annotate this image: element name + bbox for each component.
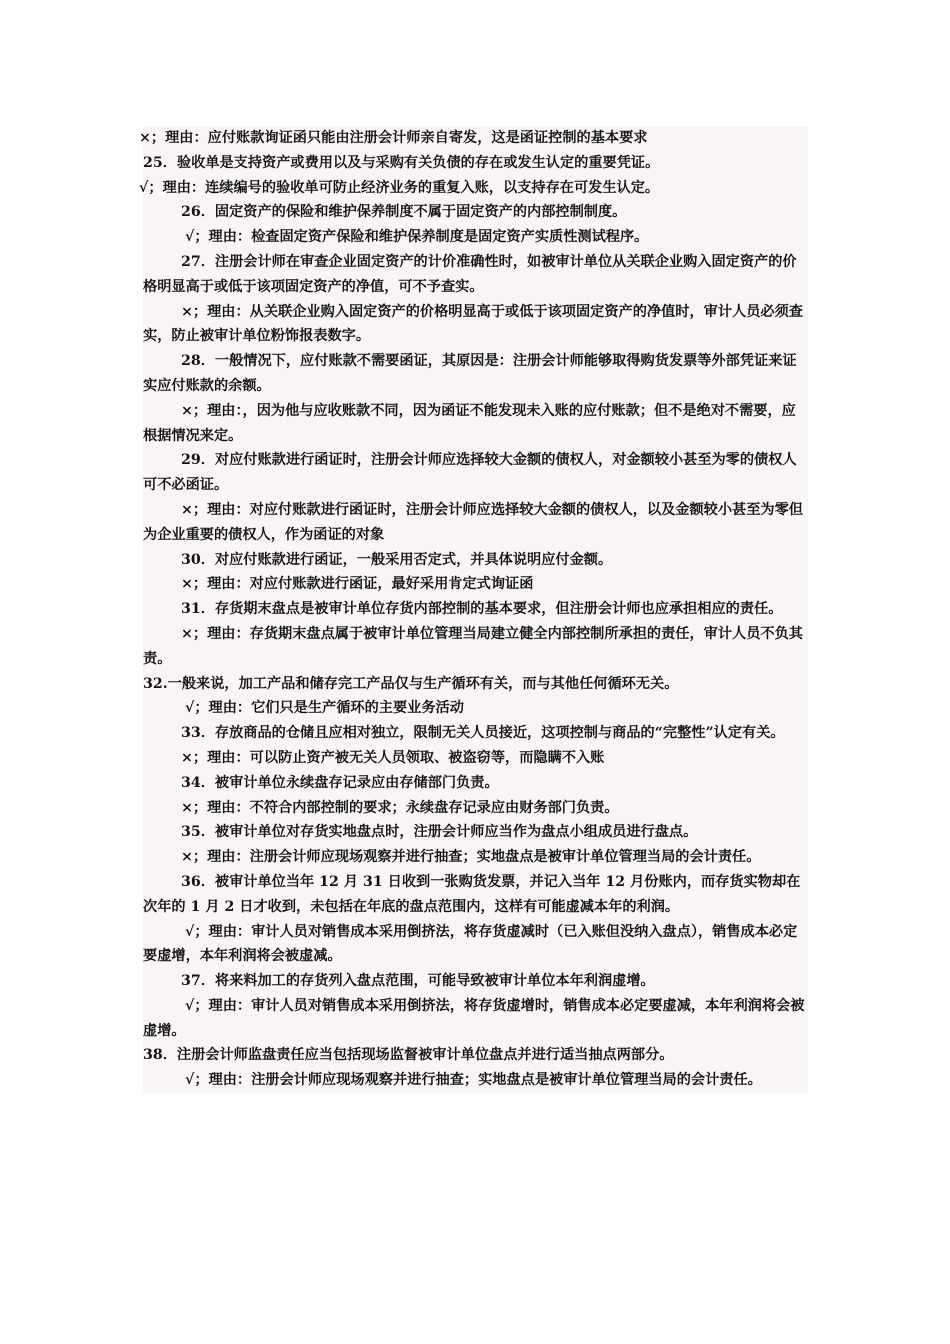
paragraph: √；理由：它们只是生产循环的主要业务活动: [185, 700, 464, 717]
paragraph: ×；理由：不符合内部控制的要求；永续盘存记录应由财务部门负责。: [181, 799, 619, 816]
paragraph: ×；理由：应付账款询证函只能由注册会计师亲自寄发，这是函证控制的基本要求: [139, 130, 648, 146]
paragraph: √；理由：连续编号的验收单可防止经济业务的重复入账，以支持存在可发生认定。: [139, 179, 660, 196]
document-body: [139, 126, 808, 1093]
paragraph: √；理由：注册会计师应现场观察并进行抽查；实地盘点是被审计单位管理当局的会计责任。: [185, 1072, 762, 1089]
paragraph: ×；理由：对应付账款进行函证时，注册会计师应选择较大金额的债权人，以及金额较小甚至为零但为企业重要的债权人，作为函证的对象: [143, 501, 803, 543]
paragraph: ×；理由：可以防止资产被无关人员领取、被盗窃等，而隐瞒不入账: [181, 749, 605, 766]
paragraph: ×；理由：从关联企业购入固定资产的价格明显高于或低于该项固定资产的净值时，审计人员必须查实，防止被审计单位粉饰报表数字。: [143, 303, 803, 345]
paragraph: 35．被审计单位对存货实地盘点时，注册会计师应当作为盘点小组成员进行盘点。: [181, 824, 698, 841]
paragraph: 33．存放商品的仓储且应相对独立，限制无关人员接近，这项控制与商品的“完整性”认定有关。: [181, 725, 785, 742]
paragraph: √；理由：审计人员对销售成本采用倒挤法，将存货虚减时（已入账但没纳入盘点），销售成本必定要虚增，本年利润将会被虚减。: [143, 923, 798, 965]
paragraph: 36．被审计单位当年 12 月 31 日收到一张购货发票，并记入当年 12 月份账内，而存货实物却在次年的 1 月 2 日才收到，未包括在年底的盘点范围内，这样有可能虚减本年的利润。: [143, 873, 801, 915]
paragraph: ×；理由：存货期末盘点属于被审计单位管理当局建立健全内部控制所承担的责任，审计人员不负其责。: [143, 625, 803, 667]
paragraph: 28．一般情况下，应付账款不需要函证，其原因是：注册会计师能够取得购货发票等外部凭证来证实应付账款的余额。: [143, 353, 797, 394]
paragraph: 31．存货期末盘点是被审计单位存货内部控制的基本要求，但注册会计师也应承担相应的责任。: [181, 601, 783, 618]
paragraph: √；理由：审计人员对销售成本采用倒挤法，将存货虚增时，销售成本必定要虚减，本年利润将会被虚增。: [143, 997, 805, 1039]
paragraph: 34．被审计单位永续盘存记录应由存储部门负责。: [181, 774, 499, 791]
paragraph: ×；理由：，因为他与应收账款不同，因为函证不能发现未入账的应付账款；但不是绝对不需要，应根据情况来定。: [143, 402, 796, 444]
paragraph: 30．对应付账款进行函证，一般采用否定式，并具体说明应付金额。: [181, 551, 613, 568]
paragraph: ×；理由：注册会计师应现场观察并进行抽查；实地盘点是被审计单位管理当局的会计责任。: [181, 849, 761, 866]
paragraph: 29．对应付账款进行函证时，注册会计师应选择较大金额的债权人，对金额较小甚至为零的债权人可不必函证。: [143, 452, 797, 494]
paragraph: 25．验收单是支持资产或费用以及与采购有关负债的存在或发生认定的重要凭证。: [143, 154, 660, 171]
paragraph: 38．注册会计师监盘责任应当包括现场监督被审计单位盘点并进行适当抽点两部分。: [143, 1047, 674, 1064]
paragraph: 26．固定资产的保险和维护保养制度不属于固定资产的内部控制制度。: [181, 204, 627, 221]
paragraph: ×；理由：对应付账款进行函证，最好采用肯定式询证函: [181, 576, 534, 593]
paragraph: 27．注册会计师在审查企业固定资产的计价准确性时，如被审计单位从关联企业购入固定资产的价格明显高于或低于该项固定资产的净值，可不予查实。: [143, 253, 797, 295]
paragraph: 37．将来料加工的存货列入盘点范围，可能导致被审计单位本年利润虚增。: [181, 973, 655, 990]
paragraph: √；理由：检查固定资产保险和维护保养制度是固定资产实质性测试程序。: [185, 229, 649, 246]
paragraph: 32.一般来说，加工产品和储存完工产品仅与生产循环有关，而与其他任何循环无关。: [143, 675, 679, 692]
